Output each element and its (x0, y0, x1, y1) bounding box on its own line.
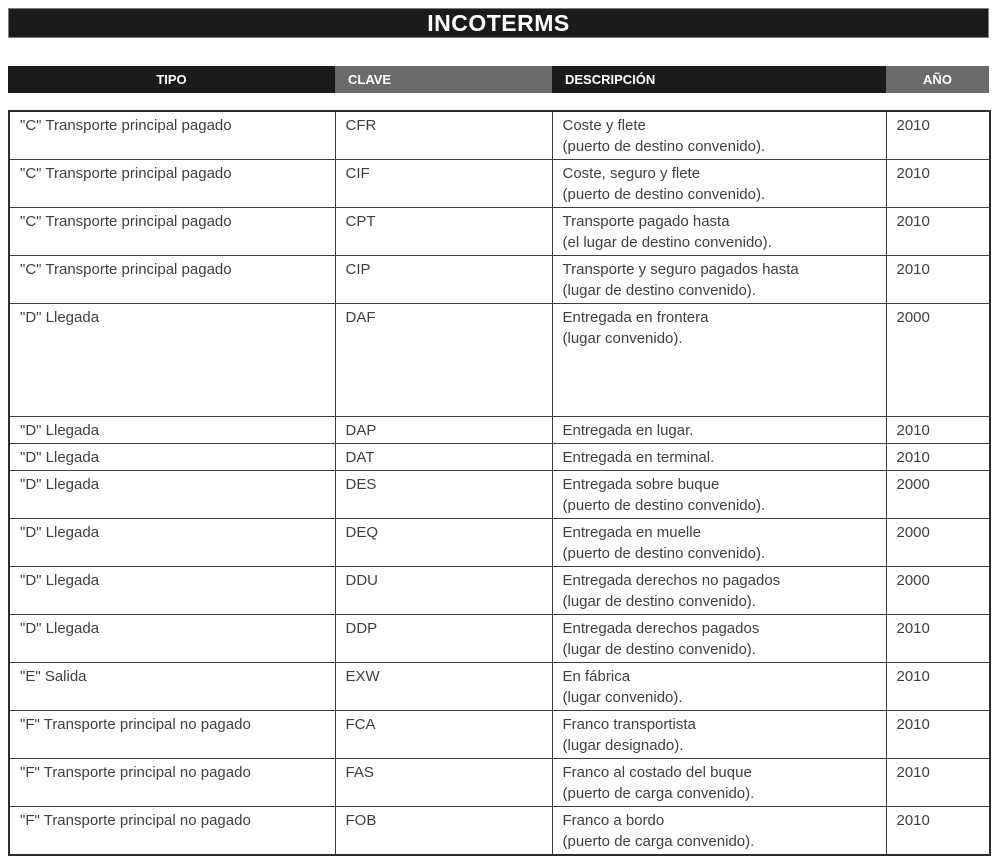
descripcion-line: (puerto de carga convenido). (562, 785, 755, 802)
cell-descripcion (552, 519, 886, 567)
cell-descripcion (552, 807, 886, 856)
column-header-clave (335, 66, 552, 93)
cell-ano: 2010 (886, 663, 990, 711)
cell-tipo: "F" Transporte principal no pagado (9, 711, 335, 759)
cell-clave: DES (335, 471, 552, 519)
descripcion-line: Entregada en muelle (562, 524, 701, 541)
cell-tipo: "E" Salida (9, 663, 335, 711)
cell-ano: 2010 (886, 111, 990, 160)
cell-clave: DAT (335, 444, 552, 471)
cell-descripcion (552, 471, 886, 519)
cell-ano: 2010 (886, 711, 990, 759)
cell-ano: 2010 (886, 759, 990, 807)
descripcion-line: (lugar de destino convenido). (562, 641, 756, 658)
cell-tipo: "C" Transporte principal pagado (9, 256, 335, 304)
table-row (9, 111, 990, 160)
column-header-descripcion (552, 66, 886, 93)
descripcion-line: (lugar convenido). (562, 330, 683, 347)
cell-clave: CPT (335, 208, 552, 256)
cell-clave: FCA (335, 711, 552, 759)
cell-clave: CFR (335, 111, 552, 160)
column-header-descripcion-label: DESCRIPCIÓN (565, 72, 656, 87)
table-row (9, 256, 990, 304)
descripcion-line: Entregada sobre buque (562, 476, 720, 493)
cell-clave: DAP (335, 417, 552, 444)
descripcion-line: Franco transportista (562, 716, 696, 733)
cell-tipo: "D" Llegada (9, 417, 335, 444)
cell-tipo: "F" Transporte principal no pagado (9, 759, 335, 807)
table-row (9, 519, 990, 567)
descripcion-line: Transporte y seguro pagados hasta (562, 261, 799, 278)
title-bar (8, 8, 989, 38)
descripcion-line: (puerto de destino convenido). (562, 186, 766, 203)
cell-ano: 2000 (886, 567, 990, 615)
column-header-tipo-label: TIPO (156, 72, 187, 87)
cell-descripcion (552, 417, 886, 444)
cell-clave: DEQ (335, 519, 552, 567)
descripcion-line: Franco al costado del buque (562, 764, 752, 781)
column-header-ano-label: AÑO (923, 72, 952, 87)
descripcion-line: (puerto de destino convenido). (562, 545, 766, 562)
cell-ano: 2010 (886, 444, 990, 471)
descripcion-line: Entregada derechos no pagados (562, 572, 781, 589)
table-row (9, 444, 990, 471)
cell-descripcion (552, 615, 886, 663)
cell-descripcion (552, 111, 886, 160)
cell-tipo: "F" Transporte principal no pagado (9, 807, 335, 856)
table-row (9, 417, 990, 444)
cell-descripcion (552, 663, 886, 711)
cell-descripcion (552, 256, 886, 304)
cell-tipo: "D" Llegada (9, 519, 335, 567)
table-row (9, 208, 990, 256)
cell-tipo: "C" Transporte principal pagado (9, 208, 335, 256)
cell-descripcion (552, 160, 886, 208)
cell-ano: 2000 (886, 519, 990, 567)
cell-descripcion (552, 208, 886, 256)
table-row (9, 615, 990, 663)
incoterms-table-body (9, 111, 990, 855)
table-row (9, 471, 990, 519)
descripcion-line: (lugar de destino convenido). (562, 593, 756, 610)
incoterms-table (8, 110, 991, 856)
cell-clave: CIP (335, 256, 552, 304)
table-row (9, 160, 990, 208)
descripcion-line: Entregada derechos pagados (562, 620, 760, 637)
cell-tipo: "D" Llegada (9, 304, 335, 417)
cell-clave: EXW (335, 663, 552, 711)
descripcion-line: Franco a bordo (562, 812, 665, 829)
descripcion-line: En fábrica (562, 668, 631, 685)
descripcion-line: (puerto de destino convenido). (562, 497, 766, 514)
cell-clave: FOB (335, 807, 552, 856)
cell-tipo: "D" Llegada (9, 444, 335, 471)
descripcion-line: (lugar designado). (562, 737, 684, 754)
cell-descripcion (552, 711, 886, 759)
descripcion-line: (puerto de destino convenido). (562, 138, 766, 155)
descripcion-line: Entregada en terminal. (562, 449, 715, 466)
cell-tipo: "D" Llegada (9, 567, 335, 615)
cell-ano: 2010 (886, 208, 990, 256)
cell-clave: FAS (335, 759, 552, 807)
table-row (9, 807, 990, 856)
descripcion-line: (lugar convenido). (562, 689, 683, 706)
table-row (9, 759, 990, 807)
descripcion-line: Entregada en frontera (562, 309, 709, 326)
cell-ano: 2000 (886, 471, 990, 519)
cell-tipo: "C" Transporte principal pagado (9, 111, 335, 160)
column-header-tipo (8, 66, 335, 93)
table-row (9, 567, 990, 615)
table-header (8, 66, 989, 93)
cell-descripcion (552, 567, 886, 615)
cell-descripcion (552, 759, 886, 807)
descripcion-line: (puerto de carga convenido). (562, 833, 755, 850)
cell-tipo: "D" Llegada (9, 615, 335, 663)
table-row (9, 711, 990, 759)
cell-descripcion (552, 304, 886, 417)
cell-ano: 2000 (886, 304, 990, 417)
page-title: INCOTERMS (427, 9, 570, 36)
table-row (9, 304, 990, 417)
descripcion-line: (el lugar de destino convenido). (562, 234, 772, 251)
cell-descripcion (552, 444, 886, 471)
cell-ano: 2010 (886, 615, 990, 663)
cell-clave: DDU (335, 567, 552, 615)
cell-ano: 2010 (886, 417, 990, 444)
cell-tipo: "D" Llegada (9, 471, 335, 519)
descripcion-line: Coste, seguro y flete (562, 165, 701, 182)
table-row (9, 663, 990, 711)
cell-ano: 2010 (886, 807, 990, 856)
cell-ano: 2010 (886, 160, 990, 208)
cell-ano: 2010 (886, 256, 990, 304)
cell-clave: DDP (335, 615, 552, 663)
cell-tipo: "C" Transporte principal pagado (9, 160, 335, 208)
descripcion-line: (lugar de destino convenido). (562, 282, 756, 299)
descripcion-line: Entregada en lugar. (562, 422, 694, 439)
descripcion-line: Transporte pagado hasta (562, 213, 730, 230)
column-header-clave-label: CLAVE (348, 72, 392, 87)
column-header-ano (886, 66, 989, 93)
descripcion-line: Coste y flete (562, 117, 646, 134)
cell-clave: CIF (335, 160, 552, 208)
cell-clave: DAF (335, 304, 552, 417)
